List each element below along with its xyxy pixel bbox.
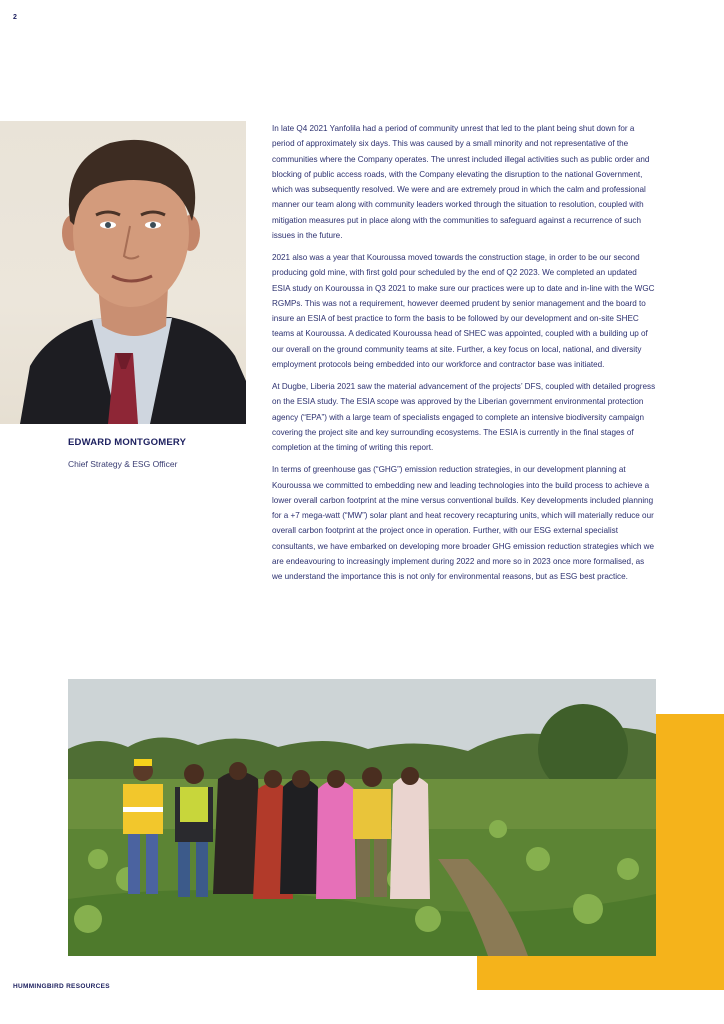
paragraph: At Dugbe, Liberia 2021 saw the material advancement of the projects’ DFS, coupled with detailed progress on the ESIA study. The ESIA scope was approved by the Liberian government environmental protection agency (“EPA”) with a large team of specialists engaged to complete an intensive biodiversity campaign covering the project site and key surrounding ecosystems. The ESIA is currently in the final stages of completion at the timing of writing this report. — [272, 382, 656, 452]
person-title: Chief Strategy & ESG Officer — [68, 459, 178, 469]
paragraph: 2021 also was a year that Kouroussa moved towards the construction stage, in order to be our second producing gold mine, with first gold pour scheduled by the end of Q2 2023. We completed an updated ESIA study on Kouroussa in Q3 2021 to make sure our practices were up to date and in-line with the WGC RGMPs. This was not a requirement, however deemed prudent by senior management and the board to insure an ESIA of best practice to form the basis to be followed by our development and on-site SHEC teams at Kouroussa. A dedicated Kouroussa head of SHEC was appointed, coupled with a building up of our overall on the ground community teams at site. Further, a key focus on local, national, and diversity employment protocols being embedded into our workforce and contractor base was initiated. — [272, 253, 655, 369]
page-number: 2 — [13, 14, 17, 21]
company-footer: HUMMINGBIRD RESOURCES — [13, 983, 110, 990]
paragraph: In terms of greenhouse gas (“GHG”) emission reduction strategies, in our development planning at Kouroussa we committed to embedding new and leading technologies into the build process to achieve a lower overall carbon footprint at the mine versus conventional builds. Key developments included planning for a +7 mega-watt (“MW”) solar plant and heat recovery recapturing units, which will materially reduce our overall carbon footprint at the project once in operation. Further, with our ESG external specialist consultants, we have embarked on developing more broader GHG emission reduction strategies which we are endeavouring to increasingly implement during 2022 and more so in 2023 once more formalised, as we understand the importance this is not only for environmental reasons, but as ESG best practice. — [272, 465, 655, 581]
portrait-photo — [0, 121, 246, 424]
person-name: EDWARD MONTGOMERY — [68, 437, 187, 448]
community-group-photo — [68, 679, 656, 956]
article-body — [272, 121, 656, 591]
paragraph: In late Q4 2021 Yanfolila had a period of community unrest that led to the plant being shut down for a period of approximately six days. This was caused by a small minority and not representative of the communities where the Company operates. The unrest included illegal activities such as public order and blocking of public access roads, with the Company elevating the disruption to the national Government, which was subsequently resolved. We were and are extremely proud in which the calm and professional manner our team along with community leaders worked through the situation to resolution, coupled with mitigation measures put in place along with the communities to safeguard against a recurrence of such issues in the future. — [272, 124, 650, 240]
